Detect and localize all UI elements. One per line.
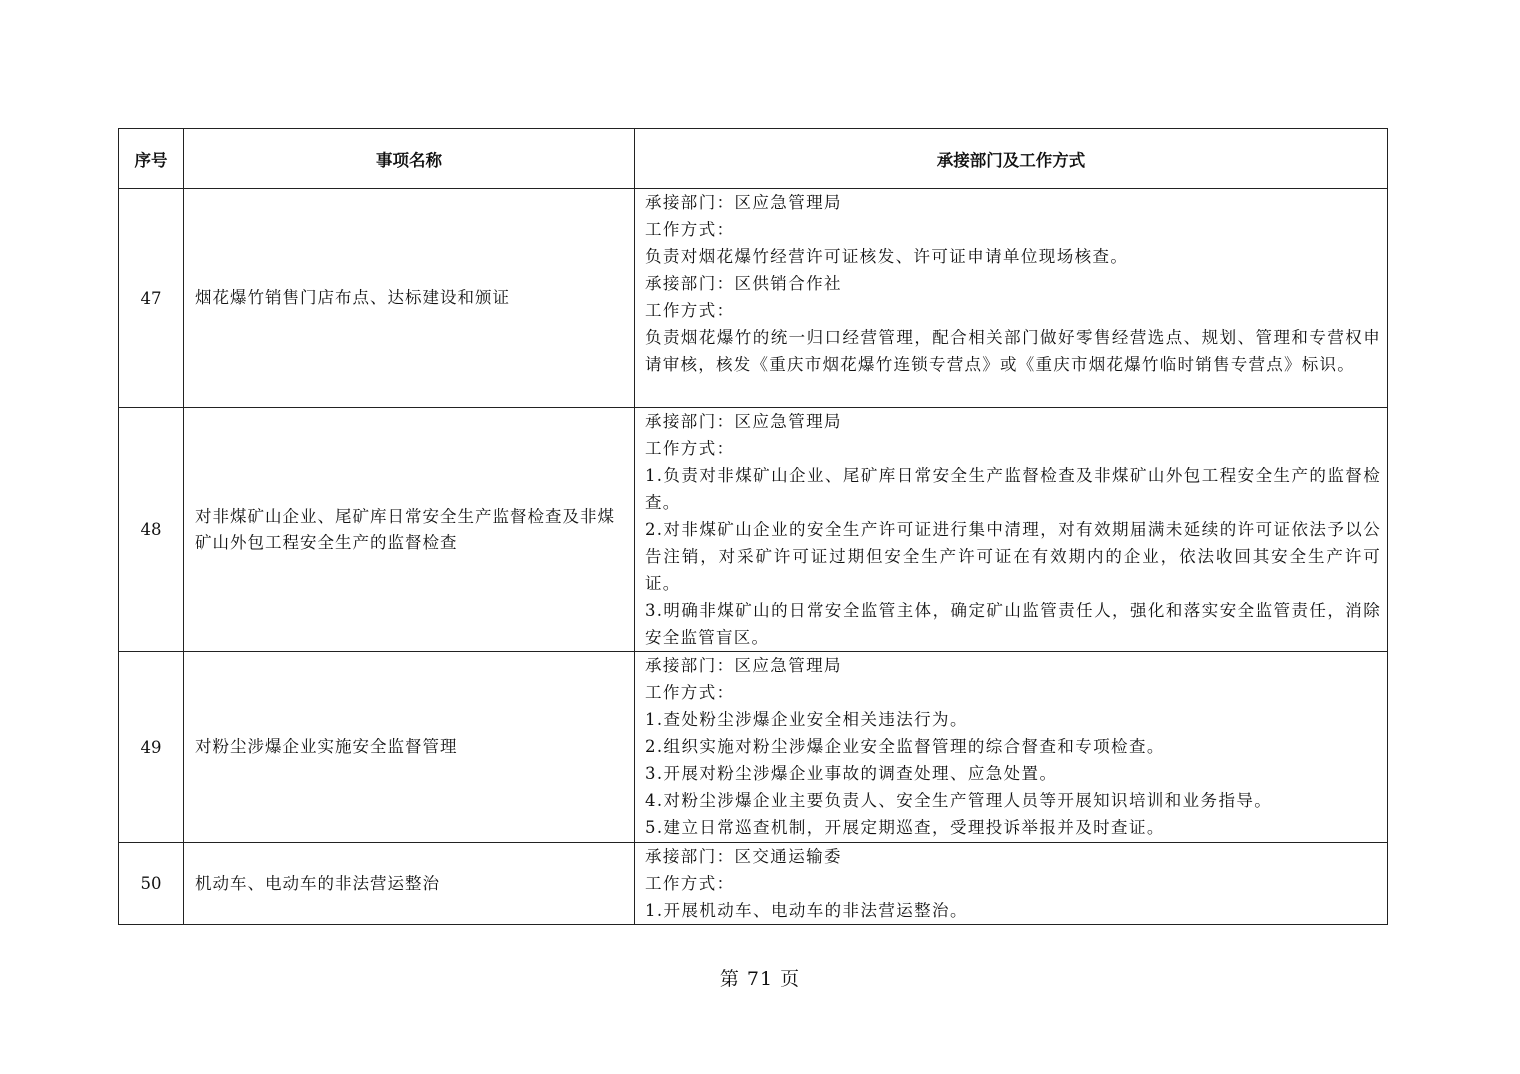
page-number: 第 71 页 bbox=[719, 968, 801, 990]
matter-name: 对非煤矿山企业、尾矿库日常安全生产监督检查及非煤矿山外包工程安全生产的监督检查 bbox=[184, 408, 635, 652]
table-row bbox=[119, 408, 1388, 652]
detail-line: 3.明确非煤矿山的日常安全监管主体，确定矿山监管责任人，强化和落实安全监管责任，消除安全监管盲区。 bbox=[645, 601, 1381, 647]
detail-line: 2.对非煤矿山企业的安全生产许可证进行集中清理，对有效期届满未延续的许可证依法予以公告注销，对采矿许可证过期但安全生产许可证在有效期内的企业，依法收回其安全生产许可证。 bbox=[645, 520, 1381, 593]
detail-line: 承接部门：区供销合作社 bbox=[645, 274, 842, 293]
detail-line: 1.开展机动车、电动车的非法营运整治。 bbox=[645, 901, 968, 920]
header-department-method: 承接部门及工作方式 bbox=[635, 129, 1388, 189]
matter-name: 对粉尘涉爆企业实施安全监督管理 bbox=[184, 652, 635, 843]
row-number: 48 bbox=[119, 408, 184, 652]
matter-name: 机动车、电动车的非法营运整治 bbox=[184, 843, 635, 925]
matter-name: 烟花爆竹销售门店布点、达标建设和颁证 bbox=[184, 189, 635, 408]
detail-line: 1.负责对非煤矿山企业、尾矿库日常安全生产监督检查及非煤矿山外包工程安全生产的监督检查。 bbox=[645, 466, 1381, 512]
department-method-cell bbox=[635, 843, 1388, 925]
matters-table bbox=[118, 128, 1388, 925]
department-method-cell bbox=[635, 652, 1388, 843]
detail-line: 承接部门：区交通运输委 bbox=[645, 847, 842, 866]
detail-line: 2.组织实施对粉尘涉爆企业安全监督管理的综合督查和专项检查。 bbox=[645, 737, 1165, 756]
detail-line: 承接部门：区应急管理局 bbox=[645, 193, 842, 212]
row-number: 49 bbox=[119, 652, 184, 843]
department-method-cell bbox=[635, 408, 1388, 652]
table-row bbox=[119, 652, 1388, 843]
row-number: 50 bbox=[119, 843, 184, 925]
department-method-cell bbox=[635, 189, 1388, 408]
detail-line: 承接部门：区应急管理局 bbox=[645, 656, 842, 675]
header-matter-name: 事项名称 bbox=[184, 129, 635, 189]
detail-line: 5.建立日常巡查机制，开展定期巡查，受理投诉举报并及时查证。 bbox=[645, 818, 1165, 837]
detail-line: 工作方式： bbox=[645, 874, 735, 893]
detail-line: 工作方式： bbox=[645, 301, 735, 320]
detail-line: 承接部门：区应急管理局 bbox=[645, 412, 842, 431]
table-header-row bbox=[119, 129, 1388, 189]
detail-line: 1.查处粉尘涉爆企业安全相关违法行为。 bbox=[645, 710, 968, 729]
detail-line: 工作方式： bbox=[645, 439, 735, 458]
detail-line: 负责烟花爆竹的统一归口经营管理，配合相关部门做好零售经营选点、规划、管理和专营权申请审核，核发《重庆市烟花爆竹连锁专营点》或《重庆市烟花爆竹临时销售专营点》标识。 bbox=[645, 328, 1381, 374]
detail-line: 工作方式： bbox=[645, 683, 735, 702]
detail-line: 4.对粉尘涉爆企业主要负责人、安全生产管理人员等开展知识培训和业务指导。 bbox=[645, 791, 1273, 810]
detail-line: 工作方式： bbox=[645, 220, 735, 239]
detail-line: 负责对烟花爆竹经营许可证核发、许可证申请单位现场核查。 bbox=[645, 247, 1129, 266]
table-row bbox=[119, 843, 1388, 925]
detail-line: 3.开展对粉尘涉爆企业事故的调查处理、应急处置。 bbox=[645, 764, 1058, 783]
table-row bbox=[119, 189, 1388, 408]
header-serial-number: 序号 bbox=[119, 129, 184, 189]
row-number: 47 bbox=[119, 189, 184, 408]
